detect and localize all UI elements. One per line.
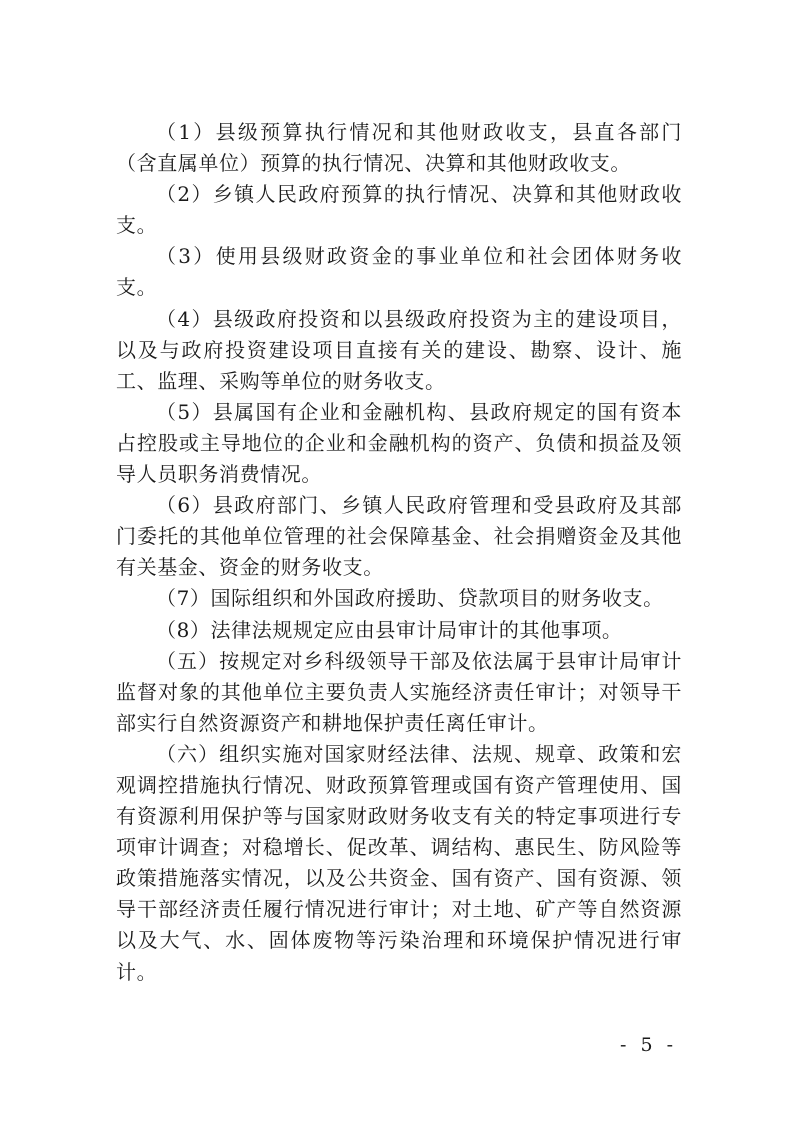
- paragraph-item-2: （2）乡镇人民政府预算的执行情况、决算和其他财政收支。: [116, 182, 682, 238]
- page-number: - 5 -: [619, 1034, 677, 1056]
- paragraph-item-1: （1）县级预算执行情况和其他财政收支，县直各部门（含直属单位）预算的执行情况、决算和其他财政收支。: [116, 120, 682, 176]
- document-body: [116, 117, 682, 988]
- paragraph-section-5: （五）按规定对乡科级领导干部及依法属于县审计局审计监督对象的其他单位主要负责人实施经济责任审计；对领导干部实行自然资源资产和耕地保护责任离任审计。: [116, 648, 682, 735]
- paragraph-item-7: （7）国际组织和外国政府援助、贷款项目的财务收支。: [156, 586, 664, 611]
- paragraph-item-3: （3）使用县级财政资金的事业单位和社会团体财务收支。: [116, 244, 682, 300]
- paragraph-item-4: （4）县级政府投资和以县级政府投资为主的建设项目，以及与政府投资建设项目直接有关的建设、勘察、设计、施工、监理、采购等单位的财务收支。: [116, 306, 682, 393]
- paragraph-item-8: （8）法律法规规定应由县审计局审计的其他事项。: [156, 617, 623, 642]
- paragraph-item-5: （5）县属国有企业和金融机构、县政府规定的国有资本占控股或主导地位的企业和金融机构的资产、负债和损益及领导人员职务消费情况。: [116, 399, 682, 487]
- paragraph-section-6: （六）组织实施对国家财经法律、法规、规章、政策和宏观调控措施执行情况、财政预算管理或国有资产管理使用、国有资源利用保护等与国家财政财务收支有关的特定事项进行专项审计调查；对稳增长、促改革、调结构、惠民生、防风险等政策措施落实情况，以及公共资金、国有资产、国有资源、领导干部经济责任履行情况进行审计；对土地、矿产等自然资源以及大气、水、固体废物等污染治理和环境保护情况进行审计。: [116, 741, 682, 984]
- paragraph-item-6: （6）县政府部门、乡镇人民政府管理和受县政府及其部门委托的其他单位管理的社会保障基金、社会捐赠资金及其他有关基金、资金的财务收支。: [116, 493, 682, 580]
